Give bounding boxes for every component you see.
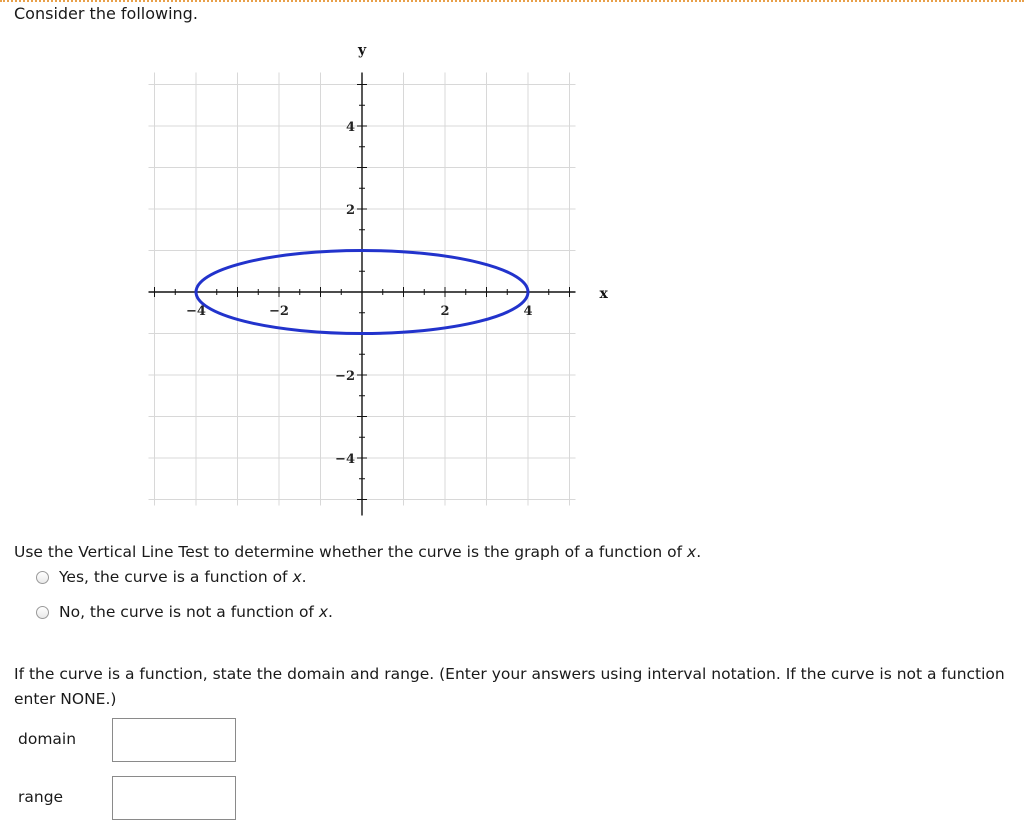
question-domain-range: If the curve is a function, state the domain and range. (Enter your answers using interval notation. If the curve is not a function enter NONE.) — [14, 665, 1005, 708]
x-tick-label: −4 — [186, 304, 206, 319]
option-no-label: No, the curve is not a function of x. — [59, 603, 333, 621]
axes — [149, 73, 576, 516]
radio-yes[interactable] — [36, 571, 49, 584]
y-tick-label: −2 — [335, 369, 355, 384]
option-no[interactable] — [36, 603, 333, 621]
x-tick-label: 4 — [523, 304, 533, 319]
tick-labels — [186, 43, 608, 468]
x-tick-label: 2 — [440, 304, 450, 319]
y-tick-label: −4 — [335, 452, 355, 467]
domain-label: domain — [18, 730, 77, 748]
question-vertical-line-test: Use the Vertical Line Test to determine whether the curve is the graph of a function of x. — [14, 543, 702, 561]
range-input[interactable] — [112, 776, 236, 820]
option-yes-label: Yes, the curve is a function of x. — [59, 568, 307, 586]
radio-no[interactable] — [36, 606, 49, 619]
x-axis-label: x — [599, 286, 608, 302]
y-axis-label: y — [358, 42, 367, 59]
y-tick-label: 4 — [345, 120, 355, 135]
intro-text: Consider the following. — [14, 4, 198, 23]
y-tick-label: 2 — [345, 203, 355, 218]
domain-input[interactable] — [112, 718, 236, 762]
x-tick-label: −2 — [269, 304, 289, 319]
range-label: range — [18, 788, 64, 806]
option-yes[interactable] — [36, 568, 307, 586]
